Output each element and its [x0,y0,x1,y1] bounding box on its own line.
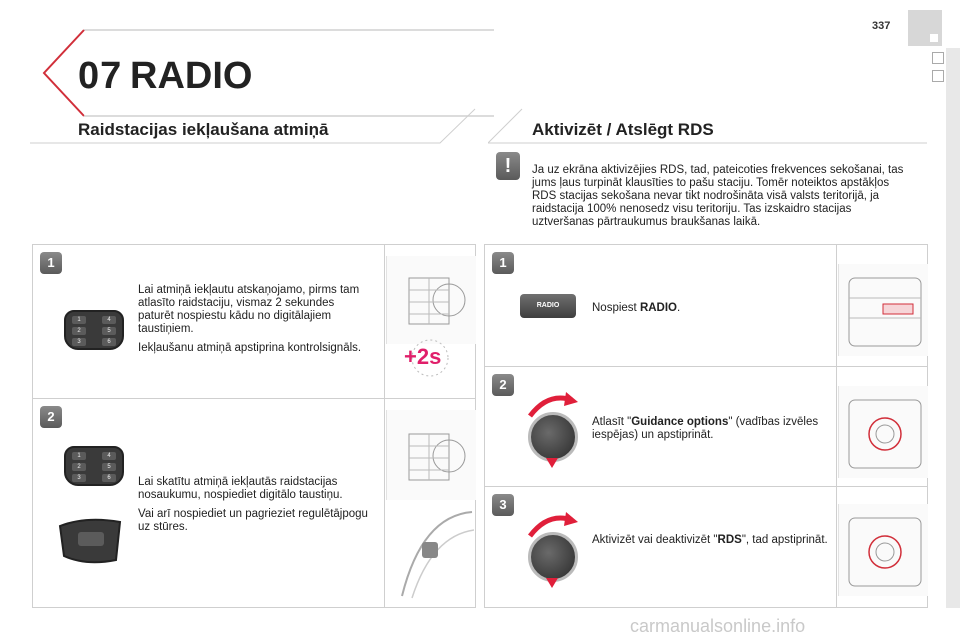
steering-wheel-drawing [392,506,474,602]
preset-keypad-image [64,446,124,486]
right-step1-text-post: . [677,302,681,314]
preset-key: 6 [102,338,116,346]
side-tab-box [932,70,944,82]
warning-icon: ! [496,152,520,180]
preset-key: 4 [102,316,116,324]
hold-2s-label: +2s [404,344,442,369]
watermark: carmanualsonline.info [630,616,806,636]
side-bar [946,48,960,608]
radio-panel-image [386,410,476,500]
right-step3-text-pre: Aktivizēt vai deaktivizēt " [592,534,718,546]
preset-key: 5 [102,463,116,471]
chapter-title: RADIO [130,55,253,97]
left-step2-instruction: Lai skatītu atmiņā iekļautās raidstacijas nosaukumu, nospiediet digitālo taustiņu. [138,476,343,501]
step-badge: 1 [40,252,62,274]
steering-control-drawing [56,516,126,566]
press-arrow-icon [520,578,584,590]
right-step2-text [592,416,828,442]
radio-panel-drawing [839,264,927,356]
left-step1-instruction: Lai atmiņā iekļautu atskaņojamo, pirms tam atlasīto raidstaciju, vismaz 2 sekundes paturēt nospiestu kādu no digitālajiem taustiņiem. [138,284,360,335]
right-section-heading: Aktivizēt / Atslēgt RDS [532,120,714,139]
step-divider [32,398,476,399]
right-step2-text-pre: Atlasīt " [592,416,632,428]
preset-key: 2 [72,463,86,471]
preset-key: 3 [72,338,86,346]
preset-key: 1 [72,316,86,324]
radio-panel-image [838,264,928,356]
right-step1-text-bold: RADIO [639,302,677,314]
step-divider [484,486,928,487]
left-step2-alternative: Vai arī nospiediet un pagrieziet regulētājpogu uz stūres. [138,508,368,533]
steering-wheel-image [392,506,474,602]
right-step2-text-post: " (vadības izvēles iespējas) un apstiprināt. [592,416,819,441]
preset-keypad-image [64,310,124,350]
radio-panel-image [838,386,928,478]
radio-panel-image [386,256,476,344]
step-divider [484,366,928,367]
preset-key: 1 [72,452,86,460]
right-step1-text-pre: Nospiest [592,302,640,314]
preset-key: 2 [72,327,86,335]
left-section-heading: Raidstacijas iekļaušana atmiņā [78,120,329,139]
press-arrow-icon [520,458,584,470]
rotary-knob [528,532,578,582]
image-column-divider [384,244,385,608]
step-badge: 2 [492,374,514,396]
left-step2-text [138,476,374,540]
right-step2-text-bold: Guidance options [631,416,729,428]
radio-panel-drawing [387,256,475,344]
right-step3-text [592,534,828,547]
radio-panel-drawing [839,386,927,478]
steering-control-image [56,516,126,566]
preset-key: 6 [102,474,116,482]
preset-key: 4 [102,452,116,460]
rds-note: Ja uz ekrāna aktivizējies RDS, tad, pateicoties frekvences sekošanai, tas jums ļaus turpināt klausīties to pašu staciju. Tomēr noteiktos apstākļos RDS stacijas sekošana nevar tikt nodrošināta visā valsts teritorijā, ja raidstacija 100% nenosedz visu teritoriju. Tas izskaidro stacijas uztveršanas pārtraukumus braukšanas laikā. [532,164,904,228]
chapter-number: 07 [78,55,123,97]
step-badge: 2 [40,406,62,428]
step-badge: 1 [492,252,514,274]
rotary-knob [528,412,578,462]
right-step3-text-post: ", tad apstiprināt. [741,534,828,546]
rotary-knob-image [520,510,584,586]
radio-panel-drawing [387,410,475,500]
right-step1-text [592,302,828,315]
hold-2s-icon [398,336,458,380]
left-step1-text [138,284,370,361]
radio-button-image: RADIO [520,294,576,318]
rotary-knob-image [520,390,584,466]
radio-panel-drawing [839,504,927,596]
preset-key: 5 [102,327,116,335]
image-column-divider [836,244,837,608]
page-number: 337 [872,20,891,32]
radio-panel-image [838,504,928,596]
preset-key: 3 [72,474,86,482]
right-step3-text-bold: RDS [717,534,742,546]
corner-tab [908,10,942,46]
side-tab-box [932,52,944,64]
left-step1-confirmation: Iekļaušanu atmiņā apstiprina kontrolsignāls. [138,342,362,354]
step-badge: 3 [492,494,514,516]
